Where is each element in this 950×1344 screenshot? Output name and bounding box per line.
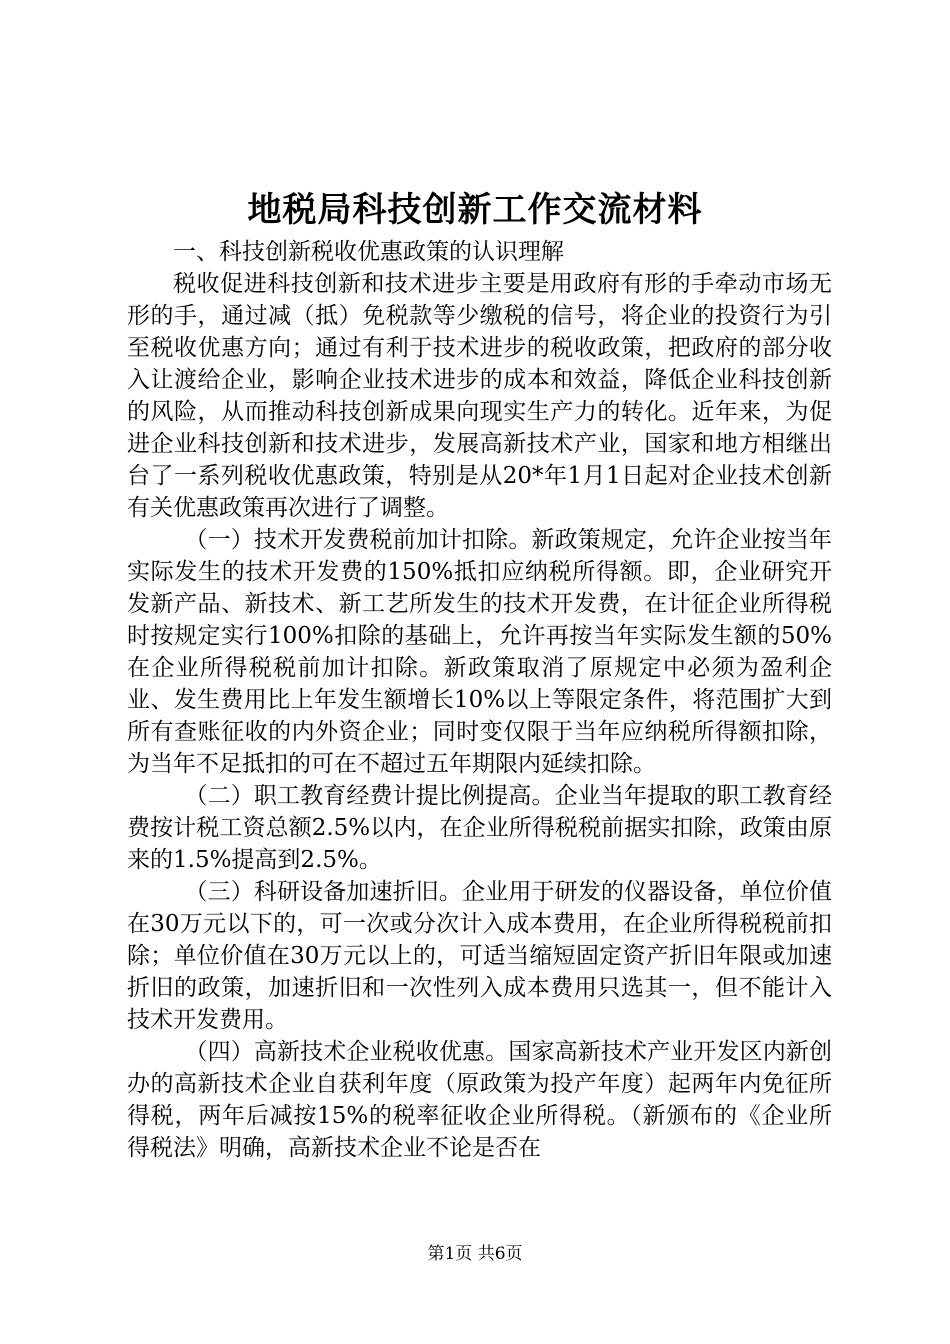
paragraph: （四）高新技术企业税收优惠。国家高新技术产业开发区内新创办的高新技术企业自获利年度（原政策为投产年度）起两年内免征所得税，两年后减按15%的税率征收企业所得税。（新颁布的《企业所得税法》明确，高新技术企业不论是否在	[127, 1039, 832, 1161]
paragraph: （一）技术开发费税前加计扣除。新政策规定，允许企业按当年实际发生的技术开发费的150%抵扣应纳税所得额。即，企业研究开发新产品、新技术、新工艺所发生的技术开发费，在计征企业所得税时按规定实行100%扣除的基础上，允许再按当年实际发生额的50%在企业所得税税前加计扣除。新政策取消了原规定中必须为盈利企业、发生费用比上年发生额增长10%以上等限定条件，将范围扩大到所有查账征收的内外资企业；同时变仅限于当年应纳税所得额扣除，为当年不足抵扣的可在不超过五年期限内延续扣除。	[127, 527, 832, 777]
document-body	[127, 236, 832, 1164]
page-number-footer: 第1页 共6页	[427, 1244, 523, 1264]
paragraph: （三）科研设备加速折旧。企业用于研发的仪器设备，单位价值在30万元以下的，可一次或分次计入成本费用，在企业所得税税前扣除；单位价值在30万元以上的，可适当缩短固定资产折旧年限或加速折旧的政策，加速折旧和一次性列入成本费用只选其一，但不能计入技术开发费用。	[127, 879, 832, 1033]
document-title: 地税局科技创新工作交流材料	[247, 190, 703, 230]
paragraph: （二）职工教育经费计提比例提高。企业当年提取的职工教育经费按计税工资总额2.5%以内，在企业所得税税前据实扣除，政策由原来的1.5%提高到2.5%。	[127, 783, 832, 873]
section-heading: 一、科技创新税收优惠政策的认识理解	[173, 239, 564, 265]
paragraph: 税收促进科技创新和技术进步主要是用政府有形的手牵动市场无形的手，通过减（抵）免税款等少缴税的信号，将企业的投资行为引至税收优惠方向；通过有利于技术进步的税收政策，把政府的部分收入让渡给企业，影响企业技术进步的成本和效益，降低企业科技创新的风险，从而推动科技创新成果向现实生产力的转化。近年来，为促进企业科技创新和技术进步，发展高新技术产业，国家和地方相继出台了一系列税收优惠政策，特别是从20*年1月1日起对企业技术创新有关优惠政策再次进行了调整。	[127, 271, 832, 521]
